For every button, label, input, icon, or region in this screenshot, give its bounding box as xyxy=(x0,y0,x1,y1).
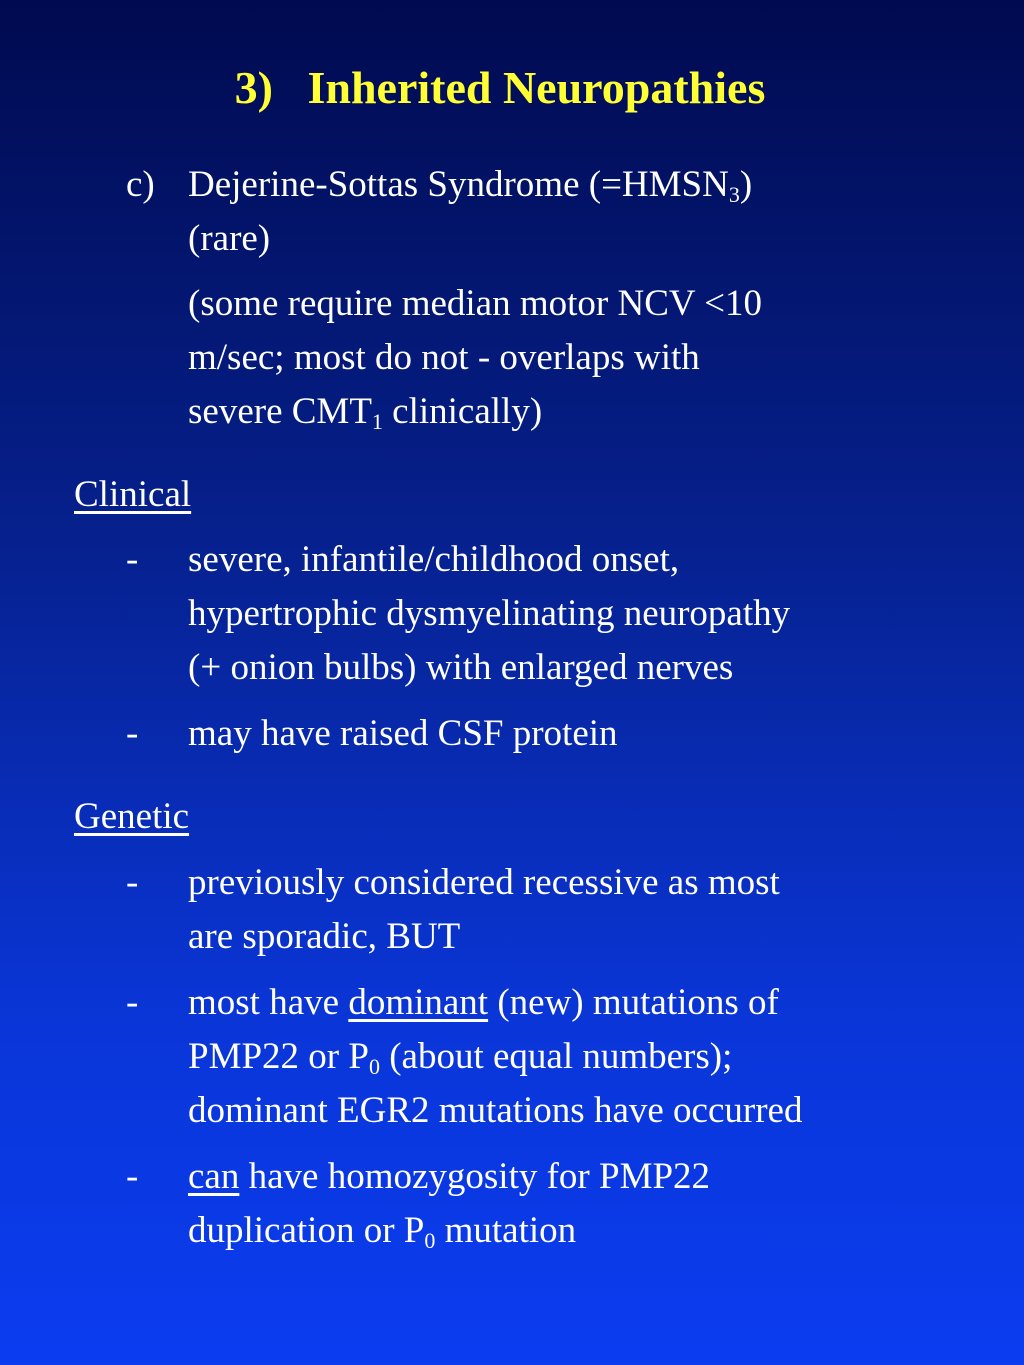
genetic-bullet-2-marker: - xyxy=(126,982,139,1023)
genetic-bullet-3-line-2 xyxy=(188,1204,988,1258)
genetic-bullet-2-line-2-text: PMP22 or P xyxy=(188,1036,369,1077)
genetic-bullet-1-line-1: previously considered recessive as most xyxy=(188,862,780,903)
item-c-marker: c) xyxy=(126,164,155,205)
genetic-bullet-2-line-3: dominant EGR2 mutations have occurred xyxy=(188,1090,803,1131)
can-emphasis: can xyxy=(188,1156,240,1197)
genetic-bullet-3-marker: - xyxy=(126,1156,139,1197)
item-c-line-1-end: ) xyxy=(739,164,753,205)
clinical-bullet-1-line-2: hypertrophic dysmyelinating neuropathy xyxy=(188,593,791,634)
dominant-emphasis: dominant xyxy=(348,982,489,1023)
item-c-note-line-3 xyxy=(188,385,988,439)
item-c-note-subscript: 1 xyxy=(371,409,383,434)
genetic-bullet-3-line-1-end: have homozygosity for PMP22 xyxy=(239,1156,711,1197)
genetic-bullet-1-line-2: are sporadic, BUT xyxy=(188,916,461,957)
clinical-bullet-2-marker: - xyxy=(126,713,139,754)
genetic-bullet-2-line-1 xyxy=(188,976,988,1030)
item-c-line-1-text: Dejerine-Sottas Syndrome (=HMSN xyxy=(188,164,729,205)
clinical-bullet-2-line-1: may have raised CSF protein xyxy=(188,713,618,754)
genetic-bullet-3-subscript: 0 xyxy=(424,1228,436,1253)
item-c-note-line-1: (some require median motor NCV <10 xyxy=(188,283,763,324)
genetic-bullet-2-subscript: 0 xyxy=(368,1054,380,1079)
genetic-bullet-2-line-1-end: (new) mutations of xyxy=(488,982,779,1023)
genetic-bullet-3-line-1 xyxy=(188,1150,988,1204)
item-c-note-line-3-end: clinically) xyxy=(382,391,543,432)
slide-title: 3) Inherited Neuropathies xyxy=(234,62,766,113)
genetic-bullet-2-line-2 xyxy=(188,1030,988,1084)
item-c-note-line-3-text: severe CMT xyxy=(188,391,372,432)
clinical-heading: Clinical xyxy=(74,474,192,515)
clinical-bullet-1-line-1: severe, infantile/childhood onset, xyxy=(188,539,680,580)
item-c-note-line-2: m/sec; most do not - overlaps with xyxy=(188,337,700,378)
genetic-bullet-2-line-1-text: most have xyxy=(188,982,349,1023)
clinical-bullet-1-marker: - xyxy=(126,539,139,580)
genetic-bullet-1-marker: - xyxy=(126,862,139,903)
genetic-heading: Genetic xyxy=(74,796,190,837)
genetic-bullet-3-line-2-end: mutation xyxy=(435,1210,577,1251)
item-c-line-1 xyxy=(188,158,988,212)
item-c-subscript: 3 xyxy=(728,182,740,207)
genetic-bullet-3-line-2-text: duplication or P xyxy=(188,1210,425,1251)
item-c-line-2: (rare) xyxy=(188,218,271,259)
genetic-bullet-2-line-2-end: (about equal numbers); xyxy=(379,1036,733,1077)
clinical-bullet-1-line-3: (+ onion bulbs) with enlarged nerves xyxy=(188,647,734,688)
